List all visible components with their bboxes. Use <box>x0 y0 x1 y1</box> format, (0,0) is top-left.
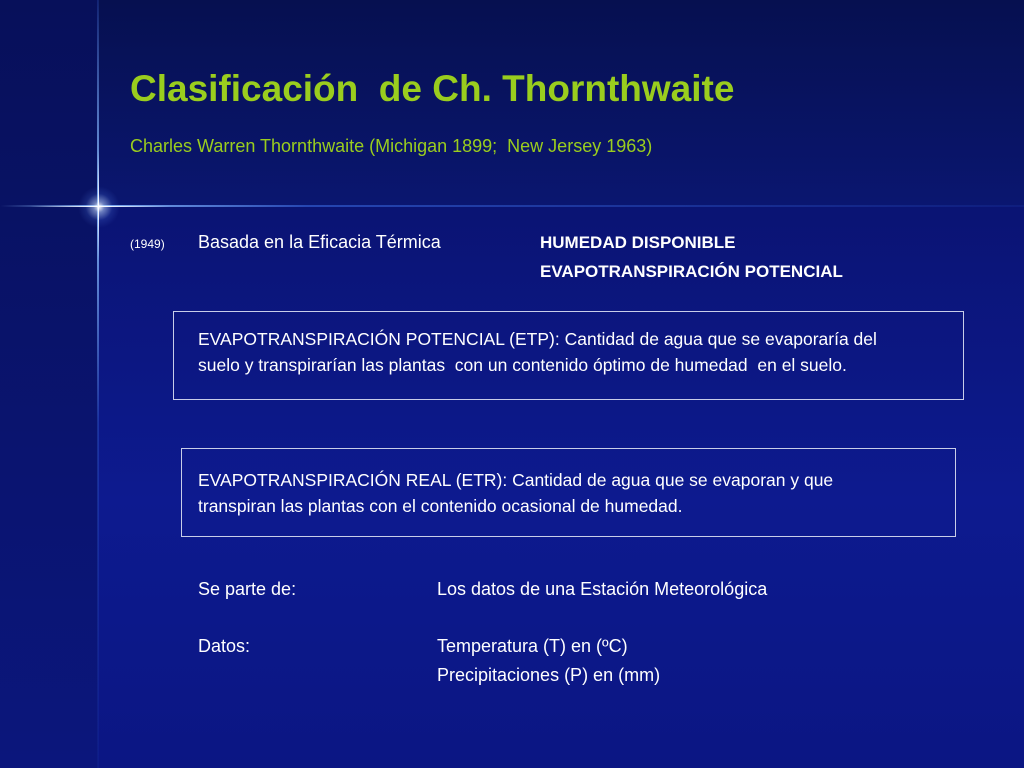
etp-definition-line: suelo y transpirarían las plantas con un contenido óptimo de humedad en el suelo. <box>198 355 847 375</box>
vertical-divider <box>97 0 99 768</box>
slide-subtitle: Charles Warren Thornthwaite (Michigan 1899; New Jersey 1963) <box>130 136 653 156</box>
etp-definition-line: EVAPOTRANSPIRACIÓN POTENCIAL (ETP): Cantidad de agua que se evaporaría del <box>198 329 877 349</box>
data-label: Datos: <box>198 636 251 656</box>
etr-definition-line: EVAPOTRANSPIRACIÓN REAL (ETR): Cantidad de agua que se evaporan y que <box>198 470 834 490</box>
etr-definition-line: transpiran las plantas con el contenido ocasional de humedad. <box>198 496 683 516</box>
keyword-humedad: HUMEDAD DISPONIBLE <box>540 233 736 252</box>
sparkle-ray-vertical <box>98 150 99 260</box>
data-value-temperature: Temperatura (T) en (ºC) <box>437 636 628 656</box>
etp-definition-box <box>173 311 964 400</box>
sparkle-ray-horizontal <box>30 206 170 207</box>
sparkle-icon <box>78 186 120 228</box>
etr-definition-box <box>181 448 956 537</box>
left-band <box>0 0 98 768</box>
data-value-precipitation: Precipitaciones (P) en (mm) <box>437 665 661 685</box>
keyword-etp: EVAPOTRANSPIRACIÓN POTENCIAL <box>540 262 843 281</box>
source-label: Se parte de: <box>198 579 297 599</box>
basis-text: Basada en la Eficacia Térmica <box>198 232 441 252</box>
year-label: (1949) <box>130 237 165 251</box>
slide-title: Clasificación de Ch. Thornthwaite <box>130 68 735 109</box>
source-value: Los datos de una Estación Meteorológica <box>437 579 768 599</box>
